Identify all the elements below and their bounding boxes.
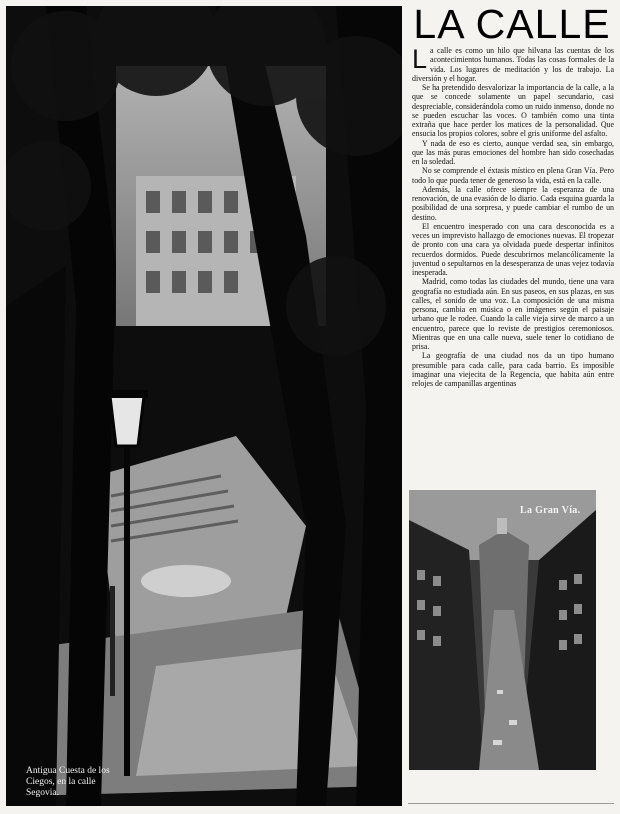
article-paragraph: Se ha pretendido desvalorizar la importancia de la calle, a la que se concede solamente un papel secundario, casi despreciable, considerándola como un ruido inmenso, donde no se pueden escuchar las voces. O también como una tinta extraña que hace perder los matices de la personalidad. Que ensucia los propios colores, sobre el gris uniforme del asfalto.	[412, 83, 614, 139]
photo-gran-via	[409, 490, 596, 770]
article-paragraph: La geografía de una ciudad nos da un tipo humano presumible para cada calle, para cada barrio. Es imposible imaginar una viejecita de la Regencia, que habita aún entre relojes de campanillas argentinas	[412, 351, 614, 388]
article-body	[412, 46, 614, 472]
article-paragraph: El encuentro inesperado con una cara desconocida es a veces un imprevisto hallazgo de emociones nuevas. El tropezar de pronto con una cara ya olvidada puede despertar infinitos recuerdos dormidos. Puede descubrirnos melancólicamente la juventud o sepultarnos en la desesperanza de unas vejez todavía inesperada.	[412, 221, 614, 277]
photo-cuesta-de-los-ciegos	[6, 6, 402, 806]
article-paragraph: Madrid, como todas las ciudades del mundo, tiene una vara geografía no estudiada aún. En sus paseos, en sus plazas, en sus calles, el sonido de una voz. La composición de una misma persona, cambia en música o en imágenes según el paisaje urbano que le rodee. Cuando la calle vieja sirve de marco a un encuentro, parece que lo reviste de prestigios ceremoniosos. Mientras que en una calle nueva, suele tener lo cotidiano de prisa.	[412, 277, 614, 351]
article-paragraph: Y nada de eso es cierto, aunque verdad sea, sin embargo, que las más puras emociones del hombre han sido cosechadas en la soledad.	[412, 138, 614, 166]
photo-left-caption: Antigua Cuesta de los Ciegos, en la calle Segovia.	[26, 766, 110, 798]
photo-right-caption: La Gran Vía.	[520, 505, 581, 516]
bottom-rule	[408, 803, 614, 804]
article-paragraph	[412, 46, 614, 83]
photo-gran-via-image	[409, 490, 596, 770]
photo-cuesta-image	[6, 6, 402, 806]
headline: LA CALLE	[413, 1, 611, 47]
article-paragraph: No se comprende el éxtasis místico en plena Gran Vía. Pero todo lo que pueda tener de generoso la vida, está en la calle.	[412, 166, 614, 185]
dropcap: L	[412, 46, 428, 74]
paragraph-text: a calle es como un hilo que hilvana las cuentas de los acontecimientos humanos. Todas las cosas formales de la vida. Los lugares de meditación y los de trabajo. La diversión y el hogar.	[412, 46, 614, 83]
article-paragraph: Además, la calle ofrece siempre la esperanza de una renovación, de una evasión de lo diario. Cada esquina guarda la posibilidad de una sorpresa, y puede cambiar el rumbo de un destino.	[412, 184, 614, 222]
